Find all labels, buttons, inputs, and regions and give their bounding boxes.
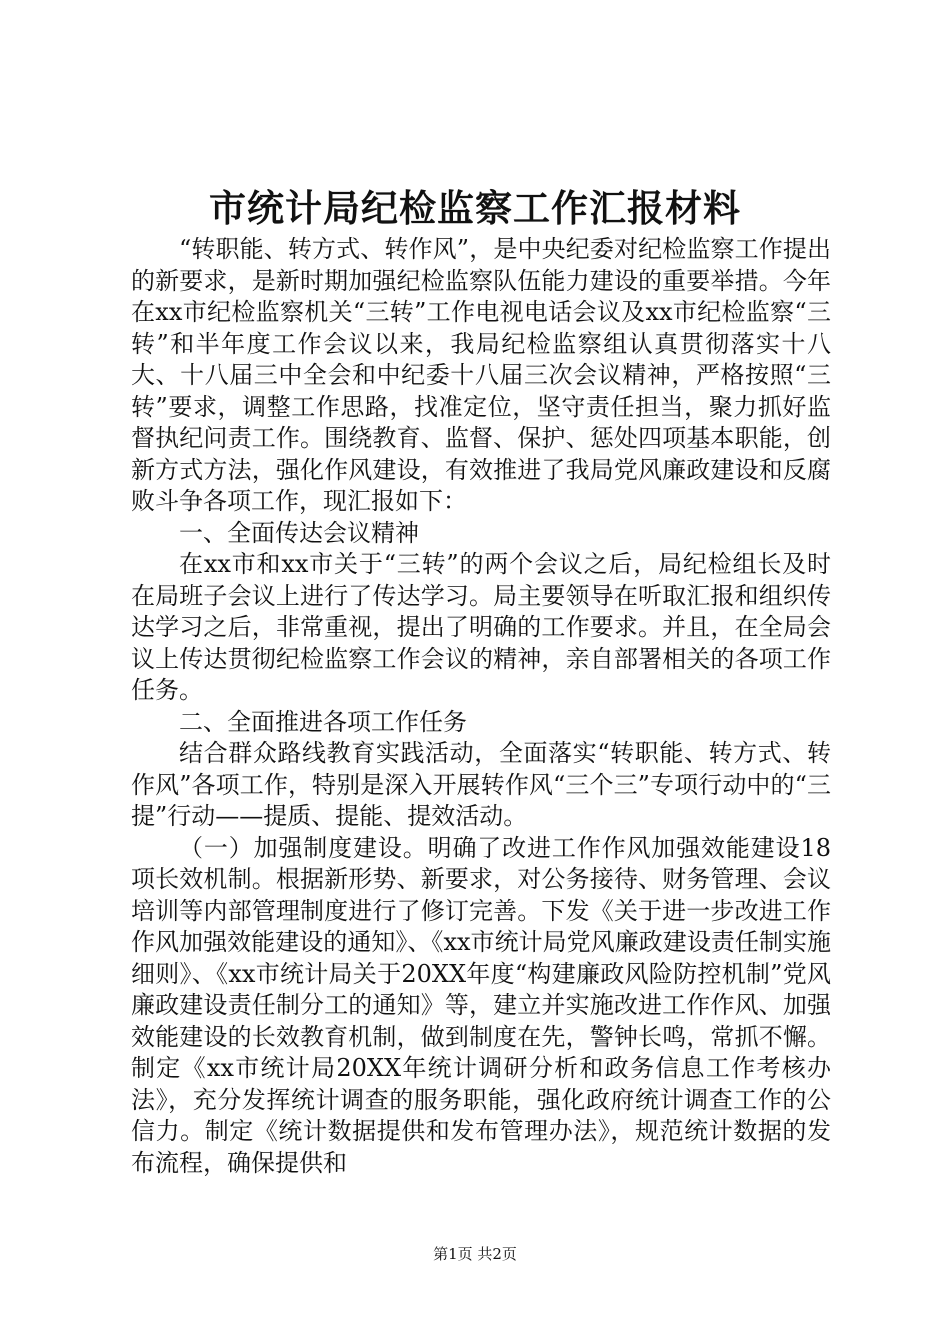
paragraph-section-1: 在xx市和xx市关于“三转”的两个会议之后，局纪检组长及时在局班子会议上进行了传达学习。局主要领导在听取汇报和组织传达学习之后，非常重视，提出了明确的工作要求。并且，在全局会议上传达贯彻纪检监察工作会议的精神，亲自部署相关的各项工作任务。 [131, 550, 831, 704]
section-heading-2: 二、全面推进各项工作任务 [179, 707, 467, 736]
paragraph-subsection-1: （一）加强制度建设。明确了改进工作作风加强效能建设18项长效机制。根据新形势、新要求，对公务接待、财务管理、会议培训等内部管理制度进行了修订完善。下发《关于进一步改进工作作风加强效能建设的通知》、《xx市统计局党风廉政建设责任制实施细则》、《xx市统计局关于20XX年度“构建廉政风险防控机制”党风廉政建设责任制分工的通知》等，建立并实施改进工作作风、加强效能建设的长效教育机制，做到制度在先，警钟长鸣，常抓不懈。制定《xx市统计局20XX年统计调研分析和政务信息工作考核办法》，充分发挥统计调查的服务职能，强化政府统计调查工作的公信力。制定《统计数据提供和发布管理办法》，规范统计数据的发布流程，确保提供和 [131, 833, 831, 1177]
paragraph-intro: “转职能、转方式、转作风”，是中央纪委对纪检监察工作提出的新要求，是新时期加强纪检监察队伍能力建设的重要举措。今年在xx市纪检监察机关“三转”工作电视电话会议及xx市纪检监察“三转”和半年度工作会议以来，我局纪检监察组认真贯彻落实十八大、十八届三中全会和中纪委十八届三次会议精神，严格按照“三转”要求，调整工作思路，找准定位，坚守责任担当，聚力抓好监督执纪问责工作。围绕教育、监督、保护、惩处四项基本职能，创新方式方法，强化作风建设，有效推进了我局党风廉政建设和反腐败斗争各项工作，现汇报如下： [131, 235, 831, 515]
section-heading-1: 一、全面传达会议精神 [179, 518, 419, 547]
document-title: 市统计局纪检监察工作汇报材料 [209, 186, 741, 230]
paragraph-section-2: 结合群众路线教育实践活动，全面落实“转职能、转方式、转作风”各项工作，特别是深入开展转作风“三个三”专项行动中的“三提”行动——提质、提能、提效活动。 [131, 739, 831, 830]
page-number: 第1页 共2页 [433, 1245, 517, 1263]
document-body [131, 234, 831, 1179]
